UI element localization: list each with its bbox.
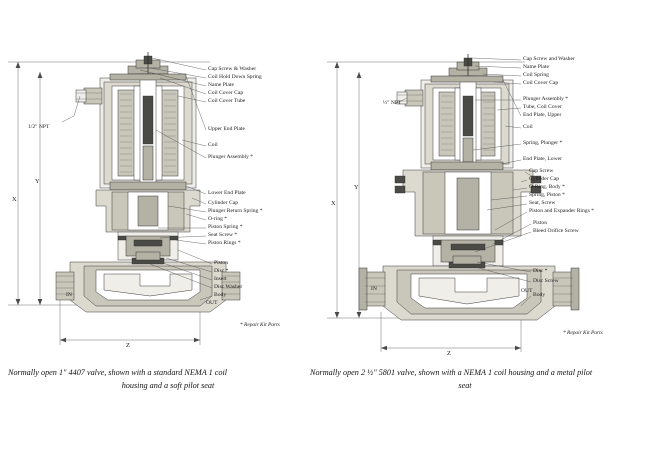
right-dim-x: X [331,200,336,207]
left-callout-name-plate: Name Plate [208,82,234,88]
left-callout-piston-rings: Piston Rings * [208,240,241,246]
left-callout-disc-washer: Disc Washer [214,284,243,290]
left-dim-z: Z [126,342,130,349]
right-caption-line1: Normally open 2 ½" 5801 valve, shown with a NEMA 1 coil housing and a metal pilot [310,368,593,377]
right-valve-svg [325,0,650,360]
right-caption-line2: seat [458,381,472,390]
right-callout-seat-screw: Seat, Screw [529,200,556,206]
left-callout-insert: Insert [214,276,227,282]
right-repair-kit-footnote: * Repair Kit Parts [563,330,603,336]
left-callout-cylinder-cap: Cylinder Cap [208,200,238,206]
left-callout-disc: Disc * [214,268,229,274]
right-callout-disc: Disc * [533,268,548,274]
right-callout-bleed-orifice-screw: Bleed Orifice Screw [533,228,579,234]
left-callout-coil-hold-down-spring: Coil Hold Down Spring [208,74,262,80]
right-callout-coil-spring: Coil Spring [523,72,549,78]
right-dim-z: Z [447,350,451,357]
left-callout-lower-end-plate: Lower End Plate [208,190,246,196]
right-callout-cap-screw: Cap Screw [529,168,554,174]
left-npt-note: 1/2" NPT [28,124,50,130]
right-callout-cap-screw-washer: Cap Screw and Washer [523,56,575,62]
right-callout-piston-expander-rings: Piston and Expander Rings * [529,208,594,214]
right-callout-name-plate: Name Plate [523,64,549,70]
left-repair-kit-footnote: * Repair Kit Parts [240,322,280,328]
right-caption [310,366,610,392]
left-caption-line2: housing and a soft pilot seat [121,381,215,390]
left-dim-x: X [12,196,17,203]
right-callout-cylinder-cap: Cylinder Cap [529,176,559,182]
right-callout-spring-piston: Spring, Piston * [529,192,565,198]
left-callout-body: Body [214,292,227,298]
right-dim-y: Y [354,184,359,191]
left-callout-cap-screw-washer: Cap Screw & Washer [208,66,257,72]
right-callout-coil: Coil [523,124,533,130]
left-callout-coil-cover-cap: Coil Cover Cap [208,90,244,96]
left-caption [8,366,298,392]
right-callout-piston: Piston [533,220,547,226]
left-dim-y: Y [35,178,40,185]
left-callout-o-ring: O-ring * [208,216,228,222]
left-outlet-label: OUT [206,300,218,306]
right-callout-coil-cover-cap: Coil Cover Cap [523,80,559,86]
left-valve-svg [0,0,325,360]
right-outlet-label: OUT [521,288,533,294]
left-callout-coil: Coil [208,142,218,148]
left-callout-upper-end-plate: Upper End Plate [208,126,245,132]
right-callout-end-plate-upper: End Plate, Upper [523,112,562,118]
left-callout-piston-spring: Piston Spring * [208,224,243,230]
right-callout-o-ring-body: O-Ring, Body * [529,184,565,190]
left-callout-seat-screw: Seat Screw * [208,232,238,238]
left-callout-plunger-assembly: Plunger Assembly * [208,154,254,160]
right-callout-end-plate-lower: End Plate, Lower [523,156,562,162]
right-callout-disc-screw: Disc Screw [533,278,559,284]
right-callout-tube-coil-cover: Tube, Coil Cover [523,104,562,110]
left-callout-piston: Piston [214,260,228,266]
left-callout-coil-cover-tube: Coil Cover Tube [208,98,246,104]
right-callout-body: Body [533,292,546,298]
right-callout-plunger-assembly: Plunger Assembly * [523,96,569,102]
left-caption-line1: Normally open 1" 4407 valve, shown with a standard NEMA 1 coil [8,368,228,377]
right-inlet-label: IN [371,286,377,292]
left-callout-plunger-return-spring: Plunger Return Spring * [208,208,263,214]
right-callout-spring-plunger: Spring, Plunger * [523,140,563,146]
right-npt-note: ½" NPT [383,100,402,106]
left-inlet-label: IN [66,292,72,298]
